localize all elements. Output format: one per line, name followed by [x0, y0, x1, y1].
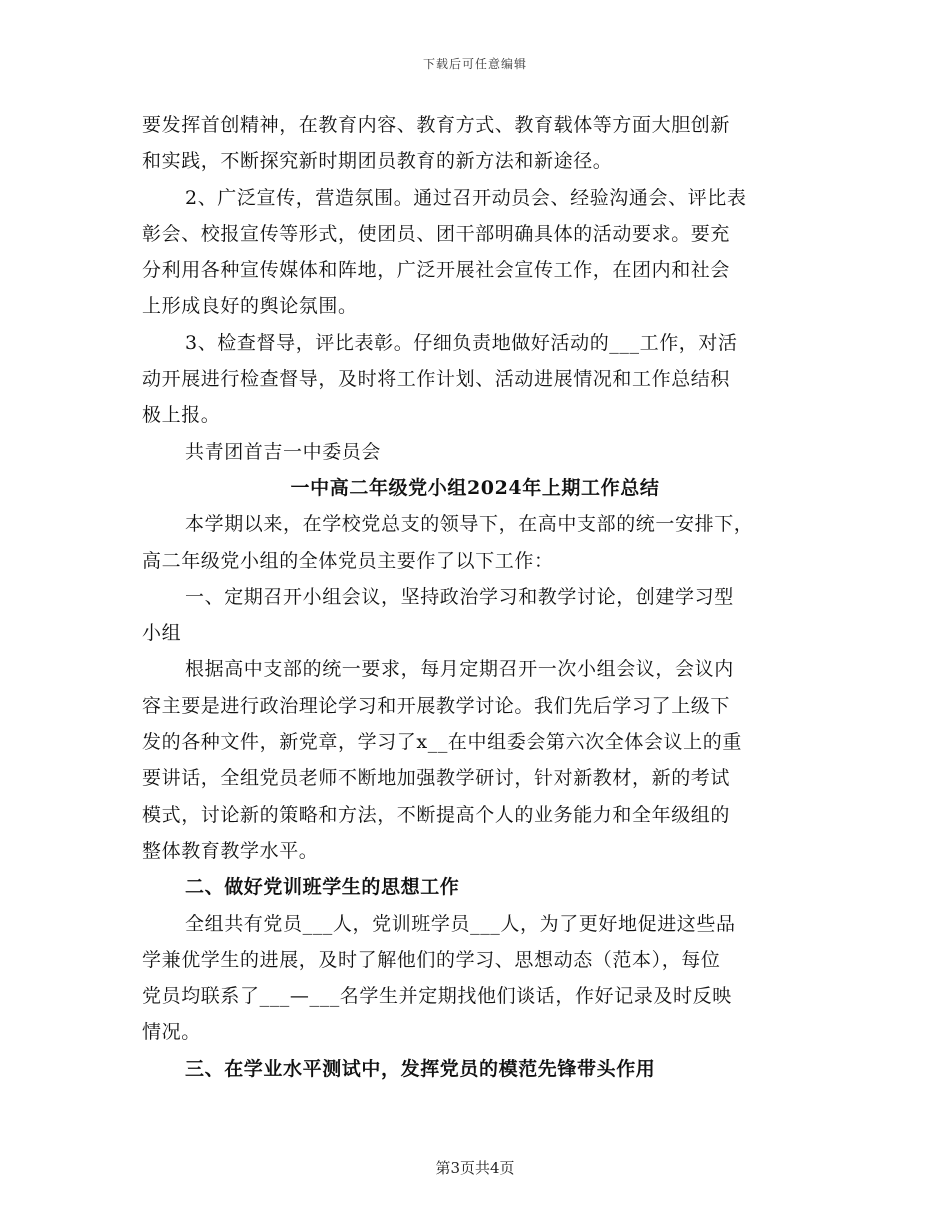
text-line: 要发挥首创精神，在教育内容、教育方式、教育载体等方面大胆创新 [142, 114, 731, 136]
text-line: 彰会、校报宣传等形式，使团员、团干部明确具体的活动要求。要充 [142, 222, 731, 245]
document-body [142, 107, 808, 1087]
text-line: 小组 [142, 622, 182, 645]
document-title: 一中高二年级党小组2024年上期工作总结 [290, 476, 660, 499]
text-line: 全组共有党员___人，党训班学员___人，为了更好地促进这些品 [185, 912, 736, 935]
text-line: 3、检查督导，评比表彰。仔细负责地做好活动的___工作，对活 [185, 331, 738, 354]
text-line: 动开展进行检查督导，及时将工作计划、活动进展情况和工作总结积 [142, 368, 731, 391]
page-header: 下载后可任意编辑 [422, 57, 527, 71]
text-line: 和实践，不断探究新时期团员教育的新方法和新途径。 [142, 150, 613, 173]
text-line: 整体教育教学水平。 [142, 839, 319, 862]
text-line: 分利用各种宣传媒体和阵地，广泛开展社会宣传工作，在团内和社会 [142, 259, 731, 282]
text-line: 党员均联系了___—___名学生并定期找他们谈话，作好记录及时反映 [142, 985, 732, 1008]
text-line: 学兼优学生的进展，及时了解他们的学习、思想动态（范本），每位 [142, 948, 721, 971]
text-line: 二、做好党训班学生的思想工作 [185, 876, 460, 899]
text-line: 情况。 [142, 1021, 201, 1044]
text-line: 要讲话，全组党员老师不断地加强教学研讨，针对新教材，新的考试 [142, 767, 731, 790]
text-line: 本学期以来，在学校党总支的领导下，在高中支部的统一安排下， [185, 513, 754, 536]
text-line: 共青团首吉一中委员会 [185, 440, 382, 463]
text-line: 模式，讨论新的策略和方法，不断提高个人的业务能力和全年级组的 [142, 803, 731, 826]
text-line: 容主要是进行政治理论学习和开展教学讨论。我们先后学习了上级下 [142, 694, 731, 717]
text-line: 发的各种文件，新党章，学习了x__在中组委会第六次全体会议上的重 [142, 731, 742, 754]
text-line: 极上报。 [142, 404, 221, 427]
text-line: 上形成良好的舆论氛围。 [142, 295, 358, 318]
text-line: 高二年级党小组的全体党员主要作了以下工作： [142, 549, 554, 572]
text-line: 2、广泛宣传，营造氛围。通过召开动员会、经验沟通会、评比表 [185, 186, 747, 209]
page-footer: 第3页共4页 [435, 1159, 515, 1177]
text-line: 根据高中支部的统一要求，每月定期召开一次小组会议，会议内 [185, 658, 734, 681]
text-line: 三、在学业水平测试中，发挥党员的模范先锋带头作用 [185, 1057, 656, 1080]
text-line: 一、定期召开小组会议，坚持政治学习和教学讨论，创建学习型 [185, 585, 734, 608]
